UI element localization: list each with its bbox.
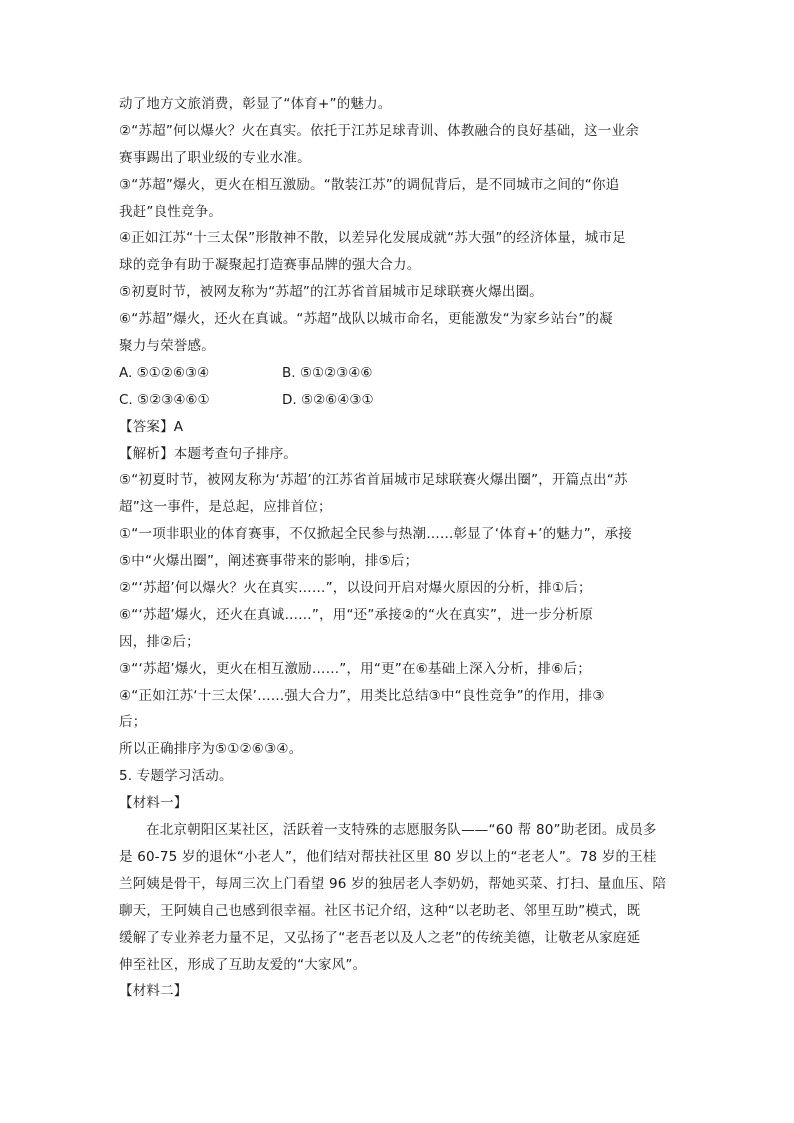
options-row [119,387,679,414]
material-line: 伸至社区，形成了互助友爱的“大家风”。 [119,956,367,973]
analysis-line: 超”这一事件，是总起，应排首位； [119,499,332,516]
analysis-line: 后； [119,714,147,731]
text-line: 动了地方文旅消费，彰显了“体育+”的魅力。 [119,96,392,112]
option-b: B. ⑤①②③④⑥ [282,364,373,381]
material-two-heading: 【材料二】 [119,983,188,1000]
text-line: ⑤初夏时节，被网友称为“苏超”的江苏省首届城市足球联赛火爆出圈。 [119,284,543,301]
material-one-heading: 【材料一】 [119,795,188,812]
option-d: D. ⑤②⑥④③① [282,391,374,408]
material-line: 是 60-75 岁的退休“小老人”，他们结对帮扶社区里 80 岁以上的“老老人”。78 岁的王桂 [119,848,657,865]
material-line: 兰阿姨是骨干，每周三次上门看望 96 岁的独居老人李奶奶，帮她买菜、打扫、量血压、陪 [119,875,667,892]
text-line: ②“苏超”何以爆火？火在真实。依托于江苏足球青训、体教融合的良好基础，这一业余 [119,122,639,139]
material-line: 缓解了专业养老力量不足，又弘扬了“老吾老以及人之老”的传统美德，让敬老从家庭延 [119,929,641,946]
text-line: 聚力与荣誉感。 [119,338,215,355]
answer-line: 【答案】A [119,418,184,435]
text-line: 球的竞争有助于凝聚起打造赛事品牌的强大合力。 [119,257,421,274]
analysis-line: ③“‘苏超’爆火，更火在相互激励……”，用“更”在⑥基础上深入分析，排⑥后； [119,660,591,677]
option-a: A. ⑤①②⑥③④ [119,364,210,381]
document-page [119,91,679,1005]
analysis-line: ②“‘苏超’何以爆火？火在真实……”，以设问开启对爆火原因的分析，排①后； [119,580,592,597]
analysis-line: ⑤中“火爆出圈”，阐述赛事带来的影响，排⑤后； [119,553,419,570]
text-line: ⑥“苏超”爆火，还火在真诚。“苏超”战队以城市命名，更能激发“为家乡站台”的凝 [119,311,613,328]
option-c: C. ⑤②③④⑥① [119,391,210,408]
analysis-line: ①“一项非职业的体育赛事，不仅掀起全民参与热潮……彰显了‘体育+’的魅力”，承接 [119,526,632,543]
text-line: 赛事踢出了职业级的专业水准。 [119,149,311,166]
text-line: ④正如江苏“十三太保”形散神不散，以差异化发展成就“苏大强”的经济体量，城市足 [119,230,626,247]
text-line: 我赶”良性竞争。 [119,203,223,220]
text-line: ③“苏超”爆火，更火在相互激励。“散装江苏”的调侃背后，是不同城市之间的“你追 [119,176,620,193]
analysis-line: 所以正确排序为⑤①②⑥③④。 [119,741,303,758]
analysis-line: ④“正如江苏‘十三太保’……强大合力”，用类比总结③中“良性竞争”的作用，排③ [119,687,605,704]
analysis-line: ⑥“‘苏超’爆火，还火在真诚……”，用“还”承接②的“火在真实”，进一步分析原 [119,606,594,623]
analysis-line: ⑤“初夏时节，被网友称为‘苏超’的江苏省首届城市足球联赛火爆出圈”，开篇点出“苏 [119,472,628,489]
analysis-line: 因，排②后； [119,633,200,650]
analysis-line: 【解析】本题考查句子排序。 [119,445,298,462]
options-row [119,360,679,387]
section-heading: 5. 专题学习活动。 [119,768,233,785]
material-line: 在北京朝阳区某社区，活跃着一支特殊的志愿服务队——“60 帮 80”助老团。成员多 [146,822,657,839]
material-line: 聊天，王阿姨自己也感到很幸福。社区书记介绍，这种“以老助老、邻里互助”模式，既 [119,902,641,919]
